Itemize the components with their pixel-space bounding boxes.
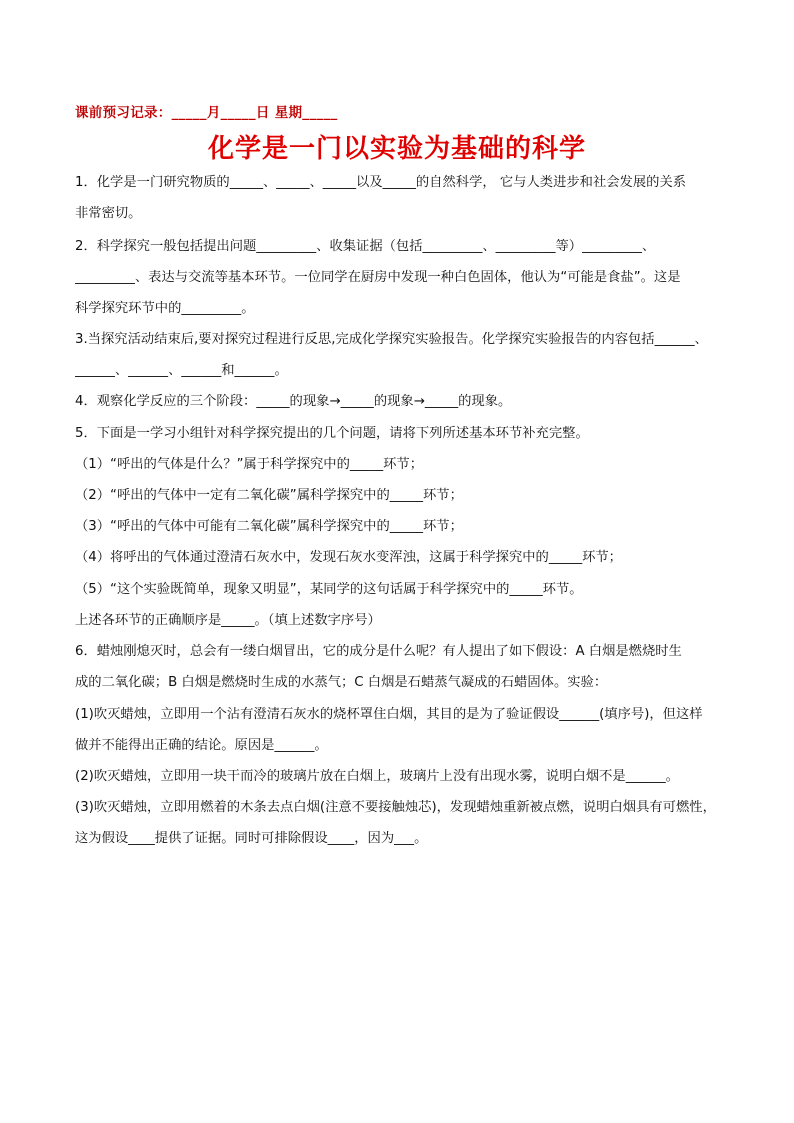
question-6-line-2: 成的二氧化碳；B 白烟是燃烧时生成的水蒸气；C 白烟是石蜡蒸气凝成的石蜡固体。实验：: [75, 675, 608, 690]
question-6-line-1: 6．蜡烛刚熄灭时，总会有一缕白烟冒出，它的成分是什么呢？有人提出了如下假设：A 白烟是燃烧时生: [75, 644, 682, 659]
question-3-line-1: 3.当探究活动结束后,要对探究过程进行反思,完成化学探究实验报告。化学探究实验报告的内容包括______、: [75, 332, 708, 347]
question-1-line-2: 非常密切。: [75, 206, 142, 221]
question-2-line-3: 科学探究环节中的_________。: [75, 301, 255, 316]
question-5-item-5: （5）“这个实验既简单，现象又明显”，某同学的这句话属于科学探究中的_____环节。: [75, 582, 583, 597]
question-5-intro: 5．下面是一学习小组针对科学探究提出的几个问题，请将下列所述基本环节补充完整。: [75, 426, 589, 441]
question-5-item-1: （1）“呼出的气体是什么？”属于科学探究中的_____环节；: [75, 457, 424, 472]
question-4-line-1: 4．观察化学反应的三个阶段：_____的现象→_____的现象→_____的现象。: [75, 394, 512, 409]
question-1-line-1: 1．化学是一门研究物质的_____、_____、_____以及_____的自然科学， 它与人类进步和社会发展的关系: [75, 175, 687, 190]
page-title: 化学是一门以实验为基础的科学: [207, 134, 586, 164]
question-6-part-3-line-1: (3)吹灭蜡烛，立即用燃着的木条去点白烟(注意不要接触烛芯)，发现蜡烛重新被点燃，说明白烟具有可燃性，: [75, 800, 716, 815]
question-5-item-3: （3）“呼出的气体中可能有二氧化碳”属科学探究中的_____环节；: [75, 519, 463, 534]
question-5-item-4: （4）将呼出的气体通过澄清石灰水中，发现石灰水变浑浊，这属于科学探究中的_____环节；: [75, 550, 622, 565]
question-6-part-1-line-1: (1)吹灭蜡烛，立即用一个沾有澄清石灰水的烧杯罩住白烟，其目的是为了验证假设______(填序号)，但这样: [75, 707, 703, 722]
preview-record-header: 课前预习记录：_____月_____日 星期_____: [75, 105, 338, 121]
question-2-line-2: _________、表达与交流等基本环节。一位同学在厨房中发现一种白色固体，他认为“可能是食盐”。这是: [75, 270, 681, 285]
question-5-item-2: （2）“呼出的气体中一定有二氧化碳”属科学探究中的_____环节；: [75, 488, 463, 503]
question-6-part-2: (2)吹灭蜡烛，立即用一块干而冷的玻璃片放在白烟上，玻璃片上没有出现水雾，说明白烟不是______。: [75, 769, 679, 784]
question-6-part-3-line-2: 这为假设____提供了证据。同时可排除假设____，因为___。: [75, 831, 428, 846]
question-3-line-2: ______、______、______和______。: [75, 363, 288, 378]
question-6-part-1-line-2: 做并不能得出正确的结论。原因是______。: [75, 738, 328, 753]
question-2-line-1: 2．科学探究一般包括提出问题_________、收集证据（包括_________、_________等）_________、: [75, 239, 656, 254]
question-5-order: 上述各环节的正确顺序是_____。（填上述数字序号）: [75, 613, 381, 628]
